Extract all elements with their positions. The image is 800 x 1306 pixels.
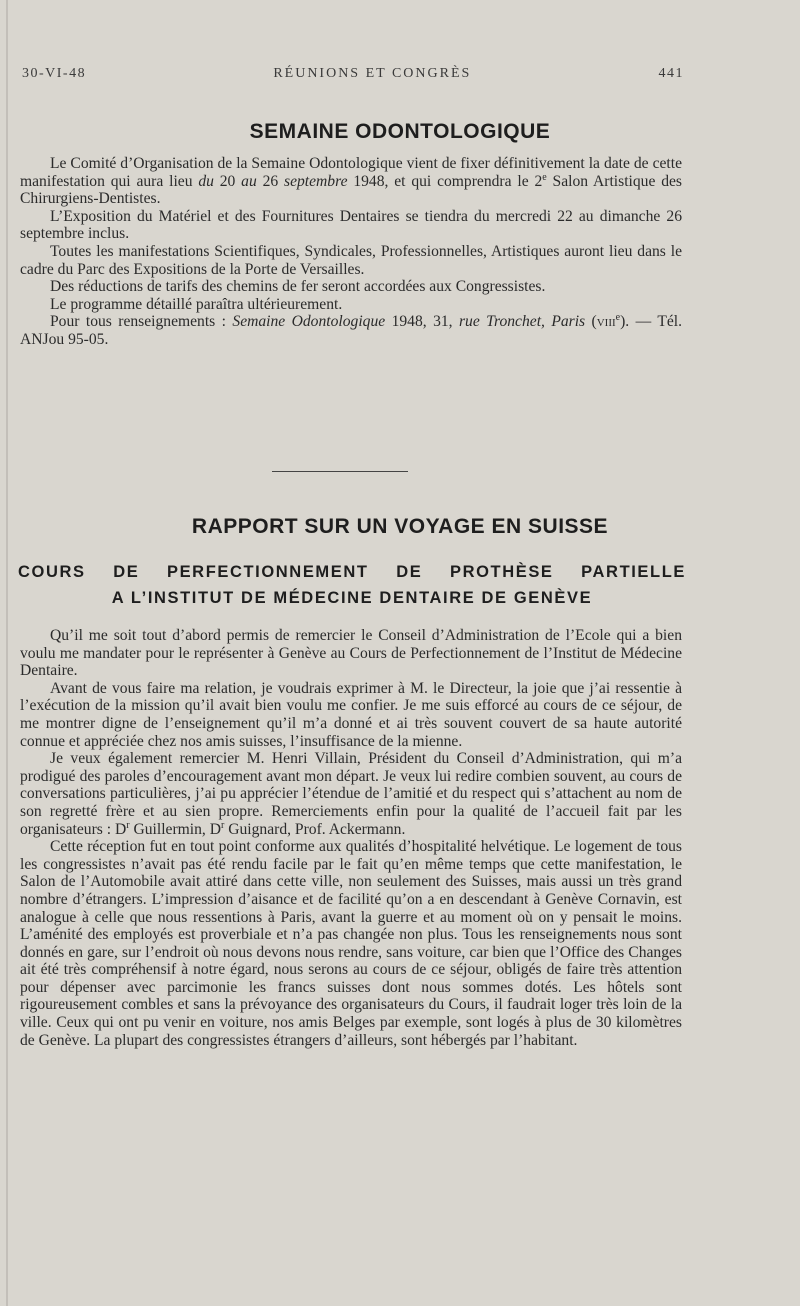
paragraph: Je veux également remercier M. Henri Villain, Président du Conseil d’Administration, qui m’a prodigué des paroles d’encouragement avant mon départ. Je veux lui redire combien souvent, au cours de conversations particulières, j’ai pu apprécier l’étendue de l’amitié et du respect qui s’attachent au nom de son regretté frère et au sien propre. Remerciements enfin pour la qualité de l’accueil fait par les organisateurs : $D^r$ Guillermin, $D^r$ Guignard, Prof. Ackermann. bbox=[20, 750, 682, 838]
page-number: 441 bbox=[658, 66, 684, 81]
section-title: SEMAINE ODONTOLOGIQUE bbox=[249, 120, 551, 143]
paragraph: Toutes les manifestations Scientifiques, Syndicales, Professionnelles, Artistiques auront lieu dans le cadre du Parc des Expositions de la Porte de Versailles. bbox=[20, 242, 682, 278]
paragraph: Le programme détaillé paraîtra ultérieurement. bbox=[50, 295, 343, 313]
paragraph: Le Comité d’Organisation de la Semaine Odontologique vient de fixer définitivement la date de cette manifestation qui aura lieu du 20 au 26 septembre 1948, et qui comprendra le 2e Salon Artistique des Chirurgiens-Dentistes. bbox=[20, 155, 682, 208]
paragraph: Qu’il me soit tout d’abord permis de remercier le Conseil d’Administration de l’Ecole qui a bien voulu me mandater pour le représenter à Genève au Cours de Perfectionnement de l’Institut de Médecine Dentaire. bbox=[20, 627, 682, 680]
section-divider bbox=[272, 471, 408, 472]
section-body bbox=[20, 155, 682, 349]
paragraph: L’Exposition du Matériel et des Fournitures Dentaires se tiendra du mercredi 22 au dimanche 26 septembre inclus. bbox=[20, 207, 682, 243]
paragraph: Des réductions de tarifs des chemins de fer seront accordées aux Congressistes. bbox=[50, 278, 546, 296]
paragraph: Cette réception fut en tout point conforme aux qualités d’hospitalité helvétique. Le logement de tous les congressistes n’avait pas été rendu facile par le fait qu’en même temps que cette manifestation, le Salon de l’Automobile avait attiré dans cette ville, non seulement des Suisses, mais aussi un très grand nombre d’étrangers. L’impression d’aisance et de facilité qu’on a en descendant à Genève Cornavin, est analogue à celle que nous ressentions à Paris, avant la guerre et au moment où on y pensait le moins. L’aménité des employés est proverbiale et n’a pas changée non plus. Tous les renseignements nous sont donnés en gare, sur l’endroit où nous devons nous rendre, sans voiture, car bien que l’Office des Changes ait été très compréhensif à notre égard, nous serons au cours de ce séjour, obligés de faire très attention pour dépenser avec parcimonie les francs suisses dont nous sommes dotés. Les hôtels sont rigoureusement combles et sans la prévoyance des organisateurs du Cours, il faudrait loger très loin de la ville. Ceux qui ont pu venir en voiture, nos amis Belges par exemple, sont logés à plus de 30 kilomètres de Genève. La plupart des congressistes étrangers d’ailleurs, sont hébergés par l’habitant. bbox=[20, 838, 682, 1049]
paragraph: Pour tous renseignements : Semaine Odontologique 1948, 31, rue Tronchet, Paris (viii$^e$). — Tél. ANJou 95-05. bbox=[20, 312, 682, 348]
header-date: 30-VI-48 bbox=[22, 66, 87, 81]
section-subtitle: COURS DE PERFECTIONNEMENT DE PROTHÈSE PARTIELLE bbox=[18, 563, 686, 581]
section-body bbox=[20, 627, 682, 1049]
scan-edge bbox=[6, 0, 8, 1306]
section-title: RAPPORT SUR UN VOYAGE EN SUISSE bbox=[191, 515, 609, 538]
header-title: RÉUNIONS ET CONGRÈS bbox=[273, 66, 472, 81]
section-subtitle: A L’INSTITUT DE MÉDECINE DENTAIRE DE GENÈVE bbox=[111, 589, 593, 607]
paragraph: Avant de vous faire ma relation, je voudrais exprimer à M. le Directeur, la joie que j’ai ressentie à l’exécution de la mission qu’il avait bien voulu me confier. Je me suis efforcé au cours de ce séjour, de me montrer digne de l’enseignement qu’il m’a donné et ai très souvent couvert de sa haute autorité connue et appréciée chez nos amis suisses, l’insuffisance de la mienne. bbox=[20, 679, 682, 750]
running-header bbox=[22, 66, 684, 82]
